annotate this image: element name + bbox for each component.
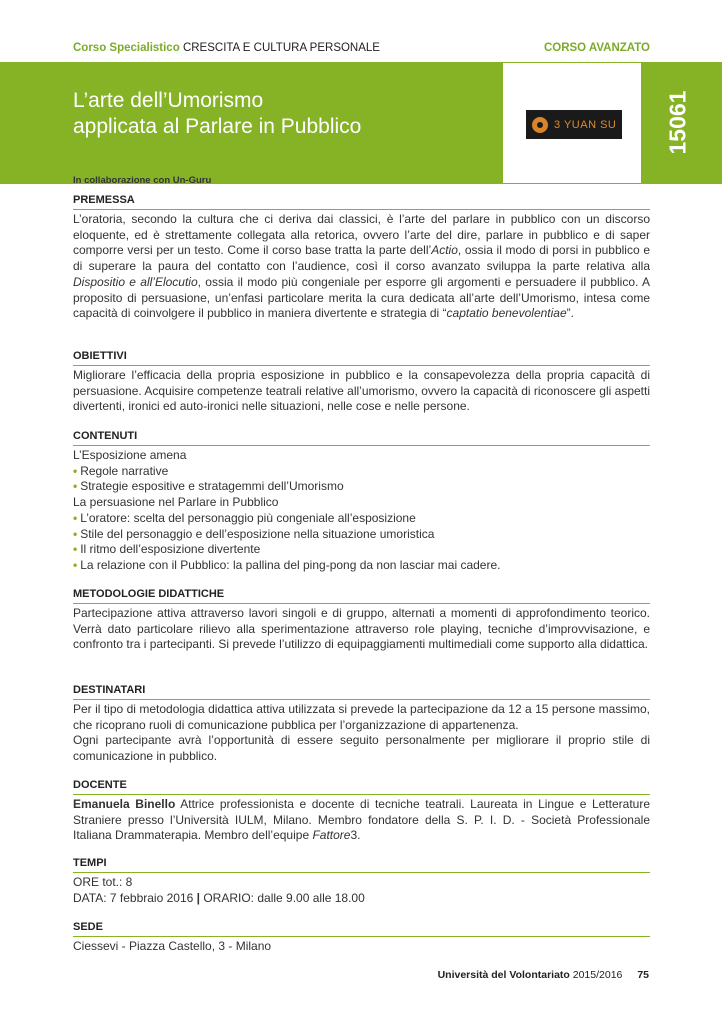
section-heading: CONTENUTI <box>73 430 650 446</box>
course-header <box>73 42 650 54</box>
logo-text: 3 YUAN SU <box>554 118 617 131</box>
section-heading: DOCENTE <box>73 779 650 795</box>
collaboration-note: In collaborazione con Un-Guru <box>73 175 212 186</box>
section-heading: METODOLOGIE DIDATTICHE <box>73 588 650 604</box>
content-group-title: La persuasione nel Parlare in Pubblico <box>73 495 279 510</box>
section-heading: DESTINATARI <box>73 684 650 700</box>
partner-logo <box>526 110 622 139</box>
section-docente <box>73 779 650 844</box>
course-level: CORSO AVANZATO <box>543 42 650 54</box>
logo-mark-icon <box>532 117 548 133</box>
section-premessa <box>73 194 650 322</box>
section-text: Per il tipo di metodologia didattica attiva utilizzata si prevede la partecipazione da 12 a 15 persone massimo, che ricoprano ruoli di comunicazione pubblica per l’organizzazione di appartenenza. <box>73 702 650 732</box>
footer-org: Università del Volontariato <box>437 969 570 981</box>
section-heading: PREMESSA <box>73 194 650 210</box>
page-number: 75 <box>637 969 649 981</box>
section-obiettivi <box>73 350 650 415</box>
section-heading: TEMPI <box>73 857 650 873</box>
list-item: • L’oratore: scelta del personaggio più congeniale all’esposizione <box>73 510 416 525</box>
content-group-title: L’Esposizione amena <box>73 448 187 462</box>
page-footer <box>438 969 649 981</box>
section-tempi <box>73 857 650 906</box>
section-text: Migliorare l’efficacia della propria esposizione in pubblico e la consapevolezza della propria capacità di persuasione. Acquisire competenze teatrali relative all’umorismo, ovvero la capacità di riconoscere gli aspetti divertenti, ironici ed auto-ironici nelle situazioni, nelle cose e nelle persone. <box>73 368 650 414</box>
footer-year: 2015/2016 <box>572 969 623 981</box>
list-item: • Stile del personaggio e dell’esposizione nella situazione umoristica <box>73 526 435 541</box>
list-item: • Il ritmo dell’esposizione divertente <box>73 542 261 557</box>
section-text: Emanuela Binello Attrice professionista e docente di tecniche teatrali. Laureata in Lingue e Letterature Straniere presso l’Università IULM, Milano. Membro fondatore della S. P. I. D. - Società Professionale Italiana Drammaterapia. Membro dell’equipe Fattore3. <box>73 797 650 843</box>
course-code: 15061 <box>664 90 691 154</box>
section-text: Ogni partecipante avrà l’opportunità di essere seguito personalmente per migliorare il proprio stile di comunicazione in pubblico. <box>73 733 650 764</box>
section-sede <box>73 921 650 955</box>
section-destinatari <box>73 684 650 765</box>
list-item: • La relazione con il Pubblico: la pallina del ping-pong da non lasciar mai cadere. <box>73 557 501 572</box>
list-item: • Regole narrative <box>73 463 169 478</box>
section-heading: SEDE <box>73 921 650 937</box>
schedule: DATA: 7 febbraio 2016 | ORARIO: dalle 9.00 alle 18.00 <box>73 890 365 905</box>
section-text: Partecipazione attiva attraverso lavori singoli e di gruppo, alternati a momenti di approfondimento teorico. Verrà dato particolare rilievo alla sperimentazione attraverso role playing, tecniche d’improvvisazione, e confronto tra i partecipanti. Si prevede l’utilizzo di equipaggiamenti multimediali come supporto alla didattica. <box>73 606 650 652</box>
page-title: L’arte dell’Umorismo applicata al Parlare in Pubblico <box>73 89 362 138</box>
teacher-name: Emanuela Binello <box>73 797 176 811</box>
section-text: L’oratoria, secondo la cultura che ci deriva dai classici, è l’arte del parlare in pubblico con un discorso eloquente, ed è strettamente collegata alla retorica, ovvero l’arte del dire, parlare in pubblico e di saper comporre versi per un testo. Come il corso base tratta la parte dell’Actio, ossia il modo di porsi in pubblico e di superare la paura del contatto con l’audience, così il corso avanzato sviluppa la parte relativa alla Dispositio e all’Elocutio, ossia il modo più congeniale per esporre gli argomenti e persuadere il pubblico. A proposito di persuasione, un’enfasi particolare merita la cura dedicata all’arte dell’Umorismo, intesa come capacità di coinvolgere il pubblico in maniera divertente e strategia di “captatio benevolentiae”. <box>73 212 650 321</box>
venue: Ciessevi - Piazza Castello, 3 - Milano <box>73 939 272 953</box>
section-metodologie <box>73 588 650 653</box>
section-contenuti <box>73 430 650 574</box>
hours: ORE tot.: 8 <box>73 875 133 889</box>
section-heading: OBIETTIVI <box>73 350 650 366</box>
partner-logo-box <box>502 62 642 184</box>
course-subtitle: CRESCITA E CULTURA PERSONALE <box>182 42 380 54</box>
list-item: • Strategie espositive e stratagemmi dell’Umorismo <box>73 479 344 494</box>
course-category: Corso Specialistico <box>73 42 180 54</box>
